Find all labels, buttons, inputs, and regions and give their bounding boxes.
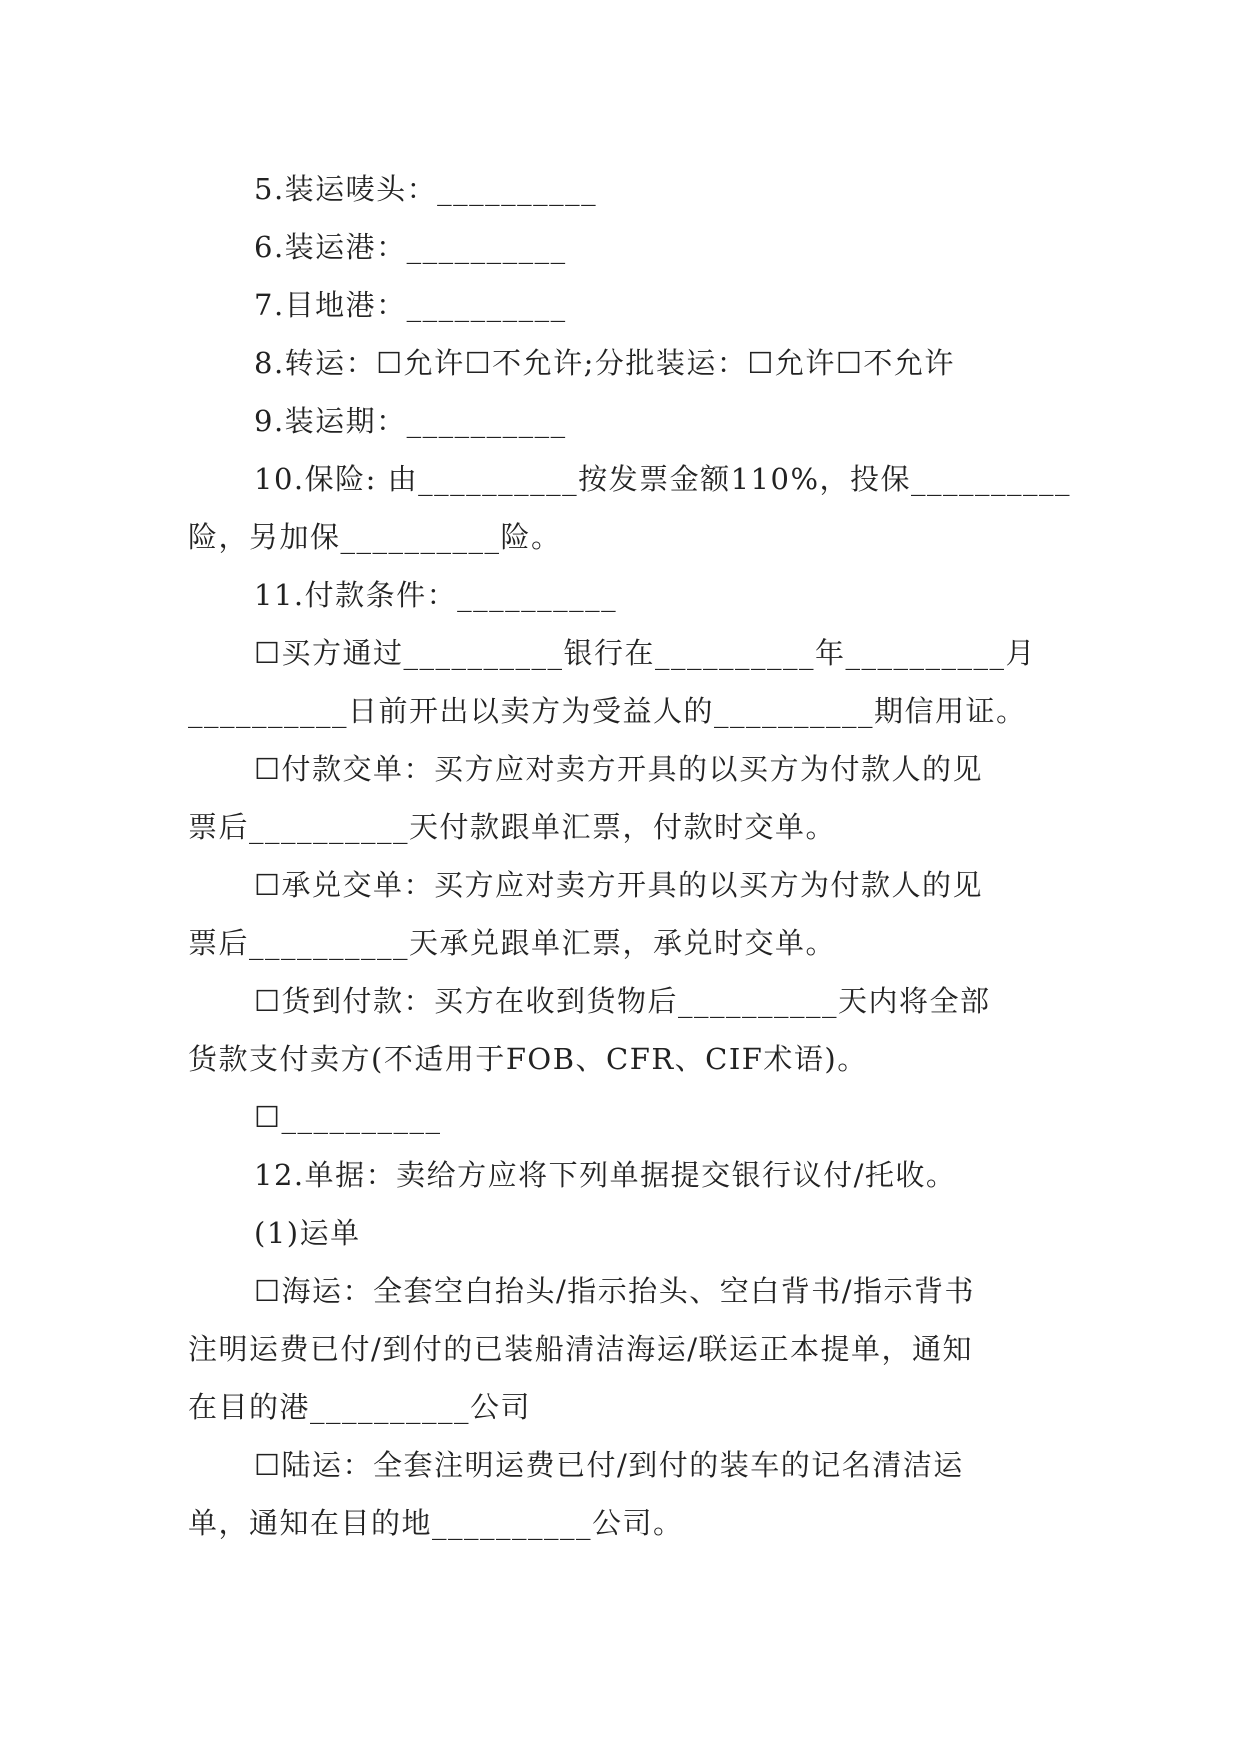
clause-10-insurance: 10.保险: 由__________按发票金额110%，投保__________ [254,462,1072,496]
payment-option-letter-of-credit-continued: __________日前开出以卖方为受益人的__________期信用证。 [188,694,1027,728]
clause-10-insurance-continued: 险，另加保__________险。 [188,520,562,554]
payment-option-cash-on-delivery-continued: 货款支付卖方(不适用于FOB、CFR、CIF术语)。 [188,1042,868,1076]
clause-11-payment-terms: 11.付款条件：__________ [254,578,618,612]
payment-option-da-continued: 票后__________天承兑跟单汇票，承兑时交单。 [188,926,837,960]
payment-option-letter-of-credit: ☐买方通过__________银行在__________年__________月 [254,636,1036,670]
waybill-option-land: ☐陆运：全套注明运费已付/到付的装车的记名清洁运 [254,1448,964,1482]
document-body [188,160,1072,1552]
clause-7-port-of-destination: 7.目地港：__________ [254,288,567,322]
waybill-option-ocean-continued: 注明运费已付/到付的已装船清洁海运/联运正本提单，通知 [188,1332,974,1366]
documents-item-1-waybill: (1)运单 [254,1216,361,1250]
payment-option-cash-on-delivery: ☐货到付款：买方在收到货物后__________天内将全部 [254,984,991,1018]
waybill-option-ocean: ☐海运：全套空白抬头/指示抬头、空白背书/指示背书 [254,1274,976,1308]
payment-option-dp-continued: 票后__________天付款跟单汇票，付款时交单。 [188,810,837,844]
clause-8-transshipment: 8.转运：☐允许☐不允许;分批装运：☐允许☐不允许 [254,346,955,380]
payment-option-dp: ☐付款交单：买方应对卖方开具的以买方为付款人的见 [254,752,983,786]
payment-option-da: ☐承兑交单：买方应对卖方开具的以买方为付款人的见 [254,868,983,902]
clause-6-port-of-loading: 6.装运港：__________ [254,230,567,264]
clause-12-documents: 12.单据：卖给方应将下列单据提交银行议付/托收。 [254,1158,957,1192]
waybill-option-land-continued: 单，通知在目的地__________公司。 [188,1506,684,1540]
clause-9-shipment-period: 9.装运期：__________ [254,404,567,438]
clause-5-shipping-marks: 5.装运唛头：__________ [254,172,598,206]
waybill-option-ocean-continued-2: 在目的港__________公司 [188,1390,532,1424]
payment-option-other: ☐__________ [254,1100,442,1134]
